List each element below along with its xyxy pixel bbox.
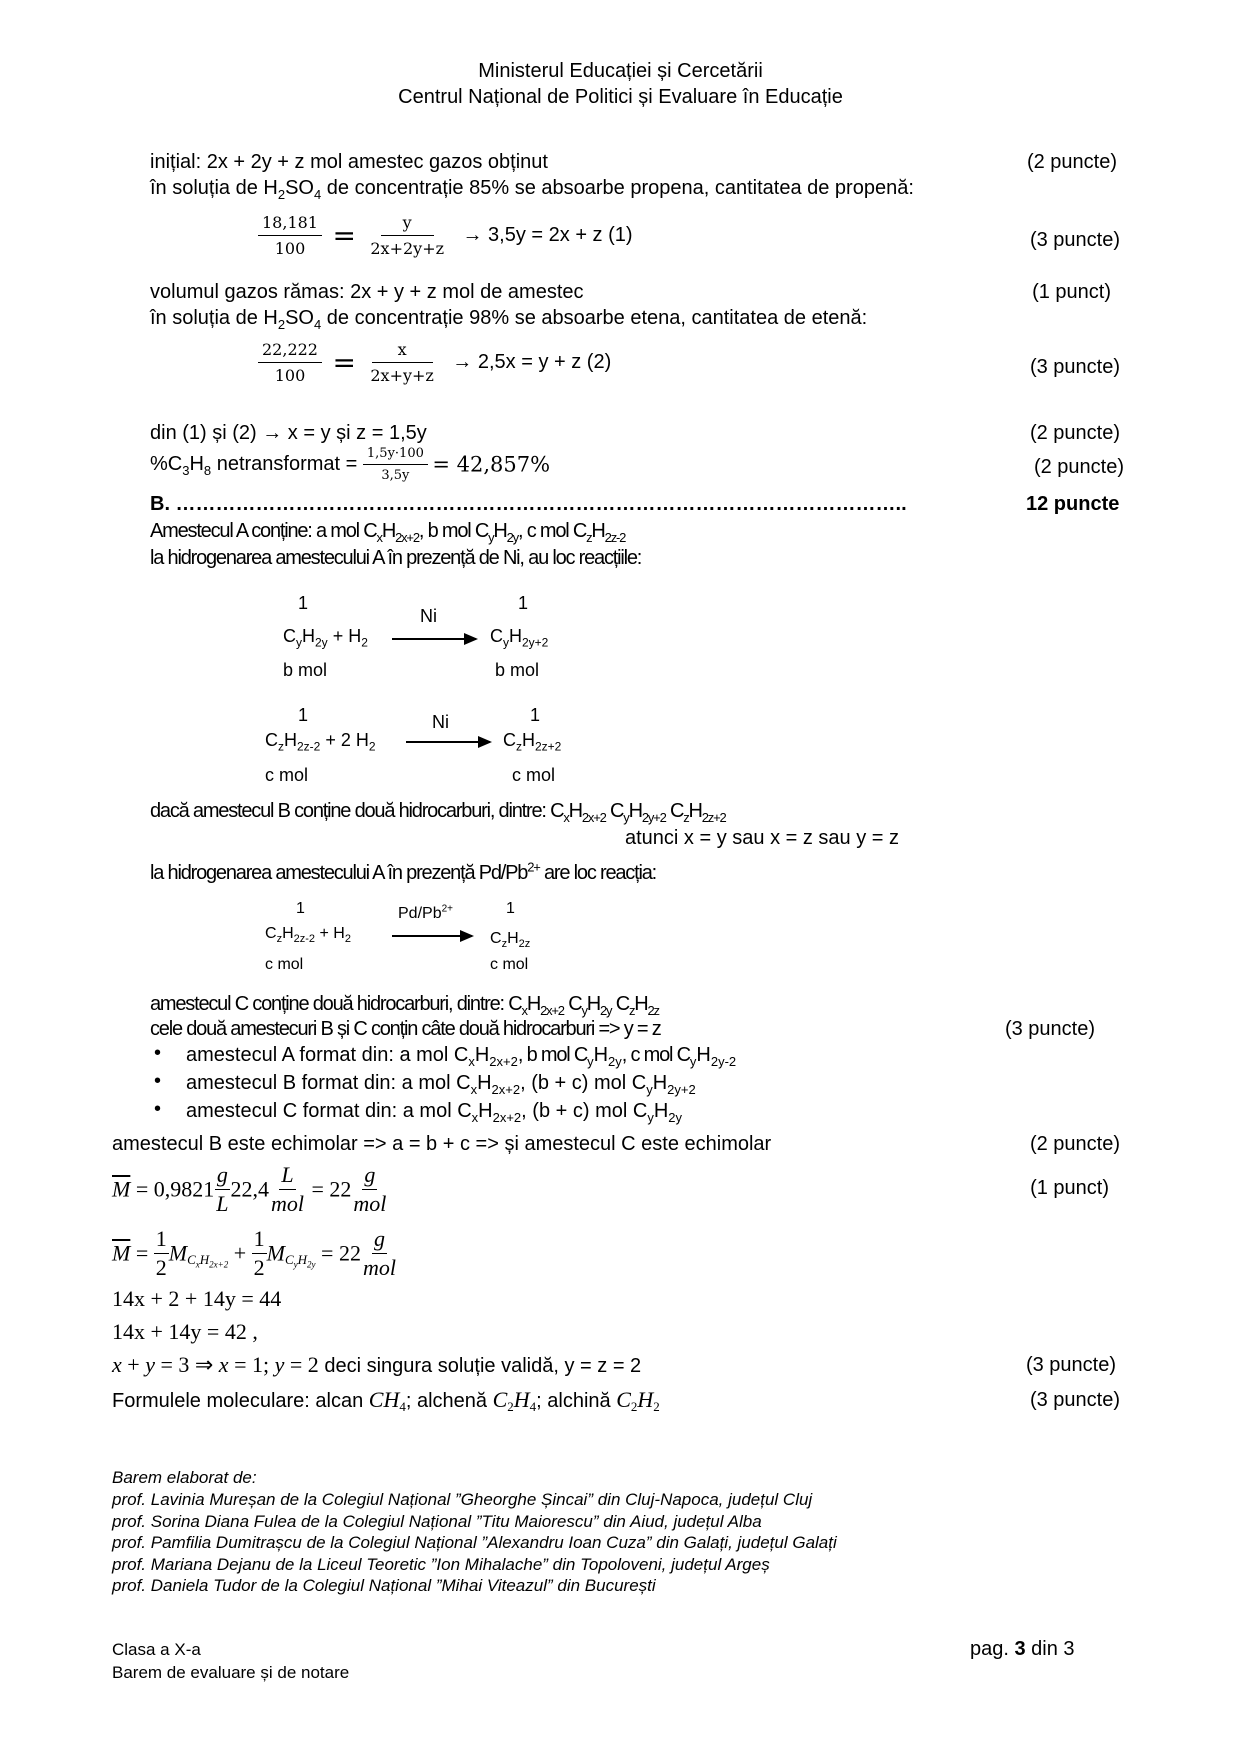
both-mixtures: cele două amestecuri B și C conțin câte două hidrocarburi => y = z [150,1018,661,1040]
remaining-volume: volumul gazos rămas: 2x + y + z mol de amestec [150,281,584,303]
mixture-b-two-hydrocarbons: dacă amestecul B conține două hidrocarburi, dintre: $C_xH_{2x+2}$ $C_yH_{2y+2}$ $C_zH_{2z+2}$ [150,800,726,825]
bullet-1-dot: • [154,1042,162,1064]
equation-5-points: (3 puncte) [1025,1354,1116,1376]
bullet-mixture-a: amestecul A format din: a mol $C_xH_{2x+2}$, b mol $C_yH_{2y}$, c mol $C_yH_{2y-2}$ [186,1044,737,1069]
reaction3-reactants: $C_zH_{2z-2} + H_2$ [265,925,351,946]
header-center: Centrul Național de Politici și Evaluare în Educație [398,86,843,108]
barem-author: prof. Lavinia Mureșan de la Colegiul Național ”Gheorghe Șincai” din Cluj-Napoca, județul Cluj [112,1490,813,1509]
barem-author: prof. Mariana Dejanu de la Liceul Teoretic ”Ion Mihalache” din Topoloveni, județul Argeș [112,1555,770,1574]
reaction3-coef-left: 1 [296,900,305,917]
formula2-points: (3 puncte) [1029,356,1120,378]
bullet-3-dot: • [154,1098,162,1120]
reaction2-arrow [406,741,490,743]
hydrogenation-ni: la hidrogenarea amestecului A în prezență de Ni, au loc reacțiile: [150,547,642,569]
propene-absorption: în soluția de $H_2SO_4$ de concentrație 85% se absoarbe propena, cantitatea de propenă: [150,177,914,202]
equimolar-points: (2 puncte) [1029,1133,1120,1155]
reaction2-reactants: $C_zH_{2z-2} + 2$ $H_2$ [265,730,376,754]
bullet-mixture-b: amestecul B format din: a mol $C_xH_{2x+2}$, (b + c) mol $C_yH_{2y+2}$ [186,1072,696,1097]
reaction3-right-mol: c mol [490,956,529,973]
bullet-mixture-c: amestecul C format din: a mol $C_xH_{2x+2}$, (b + c) mol $C_yH_{2y}$ [186,1100,682,1125]
hydrogenation-pd: la hidrogenarea amestecului A în prezență $Pd/Pb^{2+}$ are loc reacția: [150,859,656,884]
molar-mass-1-points: (1 punct) [1030,1177,1109,1199]
equimolar-line: amestecul B este echimolar => a = b + c => și amestecul C este echimolar [112,1133,772,1155]
from-1-and-2-points: (2 puncte) [1029,422,1120,444]
reaction3-catalyst: $Pd/Pb^{2+}$ [398,903,453,922]
formula-propene: $\frac{18,181}{100}$ = $\frac{y}{2x+2y+z}$ → 3,5y = 2x + z (1) [258,213,633,258]
equation-4: 14x + 14y = 42 , [112,1319,258,1344]
mixture-a-contains: Amestecul A conține: a mol $C_xH_{2x+2}$, b mol $C_yH_{2y}$, c mol $C_zH_{2z-2}$ [150,520,626,545]
reaction1-arrow [392,638,476,640]
reaction1-coef-right: 1 [518,593,529,613]
reaction3-arrow [392,935,472,937]
reaction3-left-mol: c mol [265,956,304,973]
reaction1-catalyst: Ni [420,606,437,626]
section-b-title: B. ……………………………………………………………………………………………….. [150,493,907,515]
reaction1-product: $C_yH_{2y+2}$ [490,626,549,650]
reaction3-product: $C_zH_{2z}$ [490,930,531,951]
percent-propane-points: (2 puncte) [1033,456,1124,478]
footer-class: Clasa a X-a [112,1640,201,1659]
reaction2-coef-right: 1 [530,705,541,725]
equation-3: 14x + 2 + 14y = 44 [112,1286,282,1311]
initial-line: inițial: 2x + 2y + z mol amestec gazos obținut [150,151,548,173]
reaction1-coef-left: 1 [298,593,309,613]
footer-barem: Barem de evaluare și de notare [112,1663,350,1682]
molar-mass-formula-1: $\overline{M} = 0,9821$ $\frac{g}{L}$ 22,4 $\frac{L}{\text{mol}}$ = 22 $\frac{g}{\text{mol}}$ [112,1162,387,1216]
barem-author: prof. Pamfilia Dumitrașcu de la Colegiul Național ”Alexandru Ioan Cuza” din Galați, județul Galați [112,1533,837,1552]
reaction3-coef-right: 1 [506,900,515,917]
mixture-c-contains: amestecul C conține două hidrocarburi, dintre: $C_xH_{2x+2}$ $C_yH_{2y}$ $C_zH_{2z}$ [150,993,659,1018]
footer-page: pag. 3 din 3 [970,1638,1075,1660]
formula1-points: (3 puncte) [1029,229,1120,251]
percent-propane: $\%C_3H_8$ netransformat = $\frac{1,5y\cdot 100}{3,5y}$ = 42,857% [150,446,551,483]
barem-title: Barem elaborat de: [112,1468,257,1487]
molecular-formulas-points: (3 puncte) [1029,1389,1120,1411]
formula-ethene: $\frac{22,222}{100}$ = $\frac{x}{2x+y+z}$ → 2,5x = y + z (2) [258,340,611,385]
remaining-volume-points: (1 punct) [1032,281,1111,303]
ethene-absorption: în soluția de $H_2SO_4$ de concentrație 98% se absoarbe etena, cantitatea de etenă: [150,307,868,332]
barem-author: prof. Sorina Diana Fulea de la Colegiul Național ”Titu Maiorescu” din Aiud, județul Alba [112,1512,762,1531]
reaction2-right-mol: c mol [512,765,556,785]
bullet-2-dot: • [154,1070,162,1092]
reaction1-reactants: $C_yH_{2y} + H_2$ [283,626,368,650]
reaction1-left-mol: b mol [283,660,328,680]
from-1-and-2: din (1) și (2) → x = y și z = 1,5y [150,422,427,444]
molar-mass-formula-2: $\overline{M}$ = $\frac{1}{2}$ $M_{C_xH_{2x+2}}$ + $\frac{1}{2}$ $M_{C_yH_{2y}} = 22$ $\frac{g}{\text{mol}}$ [112,1226,396,1280]
reaction2-left-mol: c mol [265,765,309,785]
initial-points: (2 puncte) [1026,151,1117,173]
reaction2-coef-left: 1 [298,705,309,725]
reaction2-product: $C_zH_{2z+2}$ [503,730,562,754]
section-b-points: 12 puncte [1026,493,1120,515]
reaction1-right-mol: b mol [495,660,540,680]
both-mixtures-points: (3 puncte) [1004,1018,1095,1040]
molecular-formulas: Formulele moleculare: alcan $CH_4$; alchenă $C_2H_4$; alchină $C_2H_2$ [112,1387,660,1415]
equation-5: x + y = 3 ⇒ x = 1; y = 2 deci singura soluție validă, y = z = 2 [112,1352,642,1377]
header-ministry: Ministerul Educației și Cercetării [478,60,763,82]
barem-author: prof. Daniela Tudor de la Colegiul Național ”Mihai Viteazul” din București [112,1576,656,1595]
then-equalities: atunci x = y sau x = z sau y = z [625,827,900,849]
reaction2-catalyst: Ni [432,712,449,732]
